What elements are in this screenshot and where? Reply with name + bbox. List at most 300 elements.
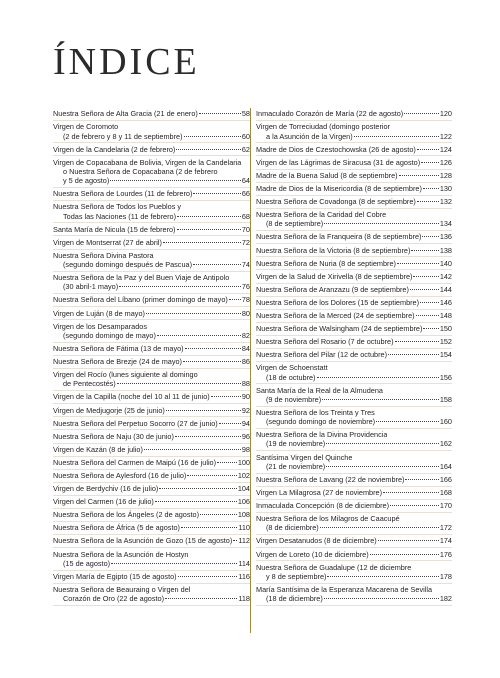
index-entry [53, 201, 250, 223]
entry-title: y 5 de agosto) [63, 176, 110, 186]
entry-line [53, 251, 250, 260]
entry-line [256, 363, 452, 372]
dot-leader [165, 598, 237, 599]
dot-leader [417, 149, 439, 150]
page-number: 158 [439, 394, 452, 404]
entry-title: Virgen de Coromoto [53, 122, 119, 132]
index-entry [256, 336, 452, 349]
entry-title: Virgen de las Lágrimas de Siracusa (31 de agosto) [256, 157, 421, 167]
entry-title: (8 de septiembre) [266, 219, 324, 229]
dot-leader [181, 527, 237, 528]
page-number: 178 [439, 571, 452, 581]
index-entry [53, 430, 250, 443]
entry-line [53, 370, 250, 379]
page-number: 62 [241, 144, 250, 154]
entry-title: Santa María de Nicula (15 de febrero) [53, 224, 176, 234]
page-title: ÍNDICE [53, 41, 200, 83]
entry-title: Nuestra Señora de los Treinta y Tres [256, 407, 375, 417]
entry-line [256, 350, 452, 359]
dot-leader [420, 302, 439, 303]
entry-title: Inmaculada Concepción (8 de diciembre) [256, 501, 390, 511]
index-entry [53, 307, 250, 320]
dot-leader [327, 576, 438, 577]
entry-title: (21 de noviembre) [266, 461, 326, 471]
entry-line [53, 158, 250, 167]
dot-leader [423, 188, 439, 189]
index-entry [256, 362, 452, 384]
page-number: 144 [439, 284, 452, 294]
index-entry [53, 470, 250, 483]
index-entry [53, 320, 250, 342]
entry-title: Virgen del Rocío (lunes siguiente al domingo [53, 370, 198, 380]
index-entry [256, 170, 452, 183]
dot-leader [413, 276, 438, 277]
dot-leader [183, 361, 241, 362]
entry-line [53, 109, 250, 118]
dot-leader [410, 289, 439, 290]
dot-leader [155, 501, 237, 502]
dot-leader [390, 505, 439, 506]
dot-leader [395, 341, 439, 342]
page-number: 128 [439, 170, 452, 180]
index-entry [53, 417, 250, 430]
dot-leader [157, 335, 241, 336]
page-number: 66 [241, 189, 250, 199]
entry-line [256, 453, 452, 462]
entry-title: Nuestra Señora Divina Pastora [53, 250, 154, 260]
dot-leader [388, 354, 439, 355]
entry-title: Nuestra Señora de Lourdes (11 de febrero) [53, 189, 193, 199]
entry-title: o Nuestra Señora de Copacabana (2 de febrero [63, 166, 218, 176]
index-entry [53, 509, 250, 522]
page-number: 124 [439, 144, 452, 154]
entry-line [53, 202, 250, 211]
entry-line [53, 550, 250, 559]
dot-leader [422, 236, 438, 237]
page-number: 168 [439, 487, 452, 497]
dot-leader [423, 328, 438, 329]
entry-title: (15 de agosto) [63, 558, 111, 568]
dot-leader [200, 514, 237, 515]
page-number: 84 [241, 343, 250, 353]
entry-line [256, 408, 452, 417]
dot-leader [178, 576, 238, 577]
page-number: 100 [237, 457, 250, 467]
entry-title: Virgen La Milagrosa (27 de noviembre) [256, 487, 383, 497]
index-entry [256, 284, 452, 297]
entry-line [256, 132, 452, 141]
page-number: 110 [238, 523, 250, 533]
index-entry [53, 444, 250, 457]
entry-title: Nuestra Señora del Rosario (7 de octubre) [256, 337, 394, 347]
page-number: 150 [439, 324, 452, 334]
entry-line [53, 497, 250, 506]
entry-title: Madre de Dios de Czestochowska (26 de agosto) [256, 144, 416, 154]
entry-title: Nuestra Señora del Líbano (primer domingo de mayo) [53, 295, 228, 305]
dot-leader [193, 193, 240, 194]
entry-title: Nuestra Señora de los Milagros de Caacupé [256, 514, 400, 524]
page-number: 94 [241, 418, 250, 428]
entry-line [256, 395, 452, 404]
entry-title: Nuestra Señora de Beauraing o Virgen del [53, 584, 191, 594]
entry-line [256, 536, 452, 545]
dot-leader [354, 136, 439, 137]
page-number: 98 [241, 444, 250, 454]
dot-leader [176, 149, 241, 150]
page-number: 82 [241, 330, 250, 340]
entry-line [53, 331, 250, 340]
entry-title: Nuestra Señora de la Caridad del Cobre [256, 210, 387, 220]
entry-line [53, 132, 250, 141]
dot-leader [421, 162, 439, 163]
index-entry [53, 496, 250, 509]
entry-line [53, 572, 250, 581]
entry-title: Santísima Virgen del Quinche [256, 452, 353, 462]
entry-title: Nuestra Señora de Fátima (13 de mayo) [53, 343, 184, 353]
entry-line [53, 212, 250, 221]
entry-line [256, 594, 452, 603]
entry-title: Virgen del Carmen (16 de julio) [53, 497, 154, 507]
index-entry [256, 548, 452, 561]
entry-title: de Pentecostés) [63, 379, 116, 389]
entry-title: Nuestra Señora de Aylesford (16 de julio) [53, 470, 187, 480]
entry-title: Nuestra Señora del Carmen de Maipú (16 de julio) [53, 457, 217, 467]
entry-line [53, 145, 250, 154]
page-number: 154 [439, 350, 452, 360]
page-number: 90 [241, 392, 250, 402]
index-entry [53, 522, 250, 535]
page-number: 68 [241, 211, 250, 221]
entry-title: Nuestra Señora de la Asunción de Hostyn [53, 549, 189, 559]
entry-title: Virgen de Schoenstatt [256, 363, 328, 373]
dot-leader [166, 410, 241, 411]
dot-leader [404, 113, 439, 114]
entry-title: María Santísima de la Esperanza Macarena de Sevilla [256, 584, 433, 594]
entry-title: Nuestra Señora de Alta Gracia (21 de enero) [53, 109, 198, 119]
entry-title: (18 de diciembre) [266, 594, 323, 604]
entry-title: Virgen de Berdychiv (16 de julio) [53, 484, 159, 494]
dot-leader [175, 436, 241, 437]
dot-leader [376, 421, 439, 422]
index-entry [256, 384, 452, 406]
page-number: 166 [439, 474, 452, 484]
page-number: 134 [439, 219, 452, 229]
entry-title: Virgen de Torreciudad (domingo posterior [256, 122, 390, 132]
entry-title: (2 de febrero y 8 y 11 de septiembre) [63, 131, 183, 141]
index-entry [53, 272, 250, 294]
dot-leader [110, 180, 241, 181]
entry-title: Nuestra Señora de la Divina Providencia [256, 430, 388, 440]
entry-line [256, 523, 452, 532]
index-entry [53, 250, 250, 272]
dot-leader [229, 299, 241, 300]
index-entry [53, 294, 250, 307]
entry-title: Nuestra Señora del Perpetuo Socorro (27 de junio) [53, 418, 218, 428]
index-entry [53, 369, 250, 391]
entry-line [256, 514, 452, 523]
index-entry [256, 535, 452, 548]
entry-title: Virgen de Loreto (10 de diciembre) [256, 549, 369, 559]
index-entry [256, 451, 452, 473]
entry-title: Santa María de la Real de la Almudena [256, 385, 383, 395]
dot-leader [324, 223, 439, 224]
entry-line [53, 176, 250, 185]
entry-title: Nuestra Señora de Todos los Pueblos y [53, 202, 182, 212]
entry-line [53, 445, 250, 454]
page-number: 80 [241, 308, 250, 318]
page-number: 64 [241, 176, 250, 186]
dot-leader [326, 443, 439, 444]
entry-line [256, 219, 452, 228]
entry-line [256, 232, 452, 241]
entry-line [53, 344, 250, 353]
entry-line [256, 298, 452, 307]
index-column-right [256, 108, 452, 606]
entry-line [256, 272, 452, 281]
page-number: 86 [241, 357, 250, 367]
entry-title: Virgen de Medjugorje (25 de junio) [53, 405, 165, 415]
entry-line [53, 471, 250, 480]
entry-title: Nuestra Señora de Walsingham (24 de septiembre) [256, 324, 423, 334]
index-entry [53, 143, 250, 156]
index-entry [53, 121, 250, 143]
index-entry [53, 535, 250, 548]
entry-line [256, 563, 452, 572]
page-number: 126 [439, 157, 452, 167]
entry-title: Corazón de Oro (22 de agosto) [63, 594, 164, 604]
entry-title: Virgen de la Salud de Xirivella (8 de septiembre) [256, 271, 413, 281]
entry-title: Nuestra Señora de Covadonga (8 de septiembre) [256, 197, 416, 207]
entry-title: Nuestra Señora de los Dolores (15 de septiembre) [256, 297, 420, 307]
page-number: 156 [439, 372, 452, 382]
entry-line [256, 197, 452, 206]
entry-title: Nuestra Señora de Lavang (22 de noviembre) [256, 474, 405, 484]
entry-title: Virgen María de Egipto (15 de agosto) [53, 571, 177, 581]
dot-leader [317, 377, 439, 378]
entry-line [256, 585, 452, 594]
dot-leader [187, 475, 236, 476]
entry-line [53, 282, 250, 291]
index-entry [53, 571, 250, 584]
page-number: 136 [439, 232, 452, 242]
entry-line [53, 458, 250, 467]
page-number: 162 [439, 439, 452, 449]
entry-line [53, 406, 250, 415]
index-entry [256, 323, 452, 336]
entry-line [256, 373, 452, 382]
entry-title: Madre de la Buena Salud (8 de septiembre) [256, 170, 398, 180]
entry-line [256, 109, 452, 118]
entry-title: Virgen de la Candelaria (2 de febrero) [53, 144, 176, 154]
index-entry [256, 297, 452, 310]
entry-line [53, 392, 250, 401]
entry-line [53, 536, 250, 545]
entry-line [256, 311, 452, 320]
entry-line [256, 337, 452, 346]
entry-title: Virgen de Copacabana de Bolivia, Virgen de la Candelaria [53, 157, 242, 167]
entry-line [53, 225, 250, 234]
entry-line [256, 386, 452, 395]
index-entry [53, 108, 250, 121]
index-column-left [53, 108, 250, 606]
entry-title: (segundo domingo de mayo) [63, 330, 156, 340]
page-number: 148 [439, 311, 452, 321]
index-entry [256, 407, 452, 429]
dot-leader [411, 250, 438, 251]
entry-line [53, 510, 250, 519]
index-entry [256, 108, 452, 121]
index-entry [53, 236, 250, 249]
entry-line [53, 559, 250, 568]
entry-line [53, 122, 250, 131]
entry-title: Virgen de los Desamparados [53, 321, 147, 331]
entry-line [53, 295, 250, 304]
dot-leader [146, 313, 241, 314]
entry-line [256, 184, 452, 193]
page-number: 146 [439, 297, 452, 307]
index-entry [53, 483, 250, 496]
page-number: 120 [439, 109, 452, 119]
entry-title: Nuestra Señora de los Ángeles (2 de agosto) [53, 510, 200, 520]
entry-title: Virgen de Luján (8 de mayo) [53, 308, 145, 318]
index-entry [53, 356, 250, 369]
entry-line [256, 572, 452, 581]
entry-title: Nuestra Señora de la Victoria (8 de septiembre) [256, 245, 411, 255]
entry-line [53, 379, 250, 388]
dot-leader [119, 286, 241, 287]
entry-title: (19 de noviembre) [266, 439, 326, 449]
entry-title: Nuestra Señora de Aranzazu (9 de septiembre) [256, 284, 409, 294]
dot-leader [397, 263, 439, 264]
dot-leader [211, 396, 241, 397]
dot-leader [399, 175, 439, 176]
dot-leader [383, 492, 439, 493]
entry-line [53, 484, 250, 493]
page-number: 170 [439, 501, 452, 511]
index-entry [53, 548, 250, 570]
page-number: 88 [241, 379, 250, 389]
entry-title: Virgen Desatanudos (8 de diciembre) [256, 536, 377, 546]
entry-line [256, 122, 452, 131]
index-entry [256, 209, 452, 231]
dot-leader [378, 540, 439, 541]
entry-title: Nuestra Señora de Nuria (8 de septiembre) [256, 258, 396, 268]
column-divider [250, 108, 251, 633]
entry-title: (segundo domingo después de Pascua) [63, 260, 192, 270]
index-entry [256, 231, 452, 244]
page-number: 164 [439, 461, 452, 471]
page-number: 60 [241, 131, 250, 141]
index-entry [53, 156, 250, 188]
entry-title: (30 abril-1 mayo) [63, 282, 119, 292]
page-number: 112 [238, 536, 250, 546]
index-entry [256, 196, 452, 209]
index-entry [256, 143, 452, 156]
entry-line [256, 210, 452, 219]
page-number: 130 [439, 183, 452, 193]
page-number: 70 [241, 224, 250, 234]
index-entry [256, 429, 452, 451]
entry-title: Nuestra Señora de la Asunción de Gozo (15 de agosto) [53, 536, 233, 546]
entry-line [256, 501, 452, 510]
index-entry [256, 257, 452, 270]
entry-title: (9 de noviembre) [266, 394, 322, 404]
entry-line [256, 488, 452, 497]
entry-title: (8 de diciembre) [266, 523, 319, 533]
dot-leader [117, 383, 241, 384]
index-entry [53, 457, 250, 470]
dot-leader [185, 348, 241, 349]
entry-title: Todas las Naciones (11 de febrero) [63, 211, 177, 221]
entry-line [53, 273, 250, 282]
entry-title: Nuestra Señora de la Paz y del Buen Viaje de Antipolo [53, 273, 230, 283]
dot-leader [324, 598, 439, 599]
dot-leader [417, 201, 439, 202]
entry-line [53, 322, 250, 331]
dot-leader [405, 479, 438, 480]
entry-title: Madre de Dios de la Misericordia (8 de septiembre) [256, 183, 422, 193]
entry-line [53, 585, 250, 594]
page-number: 102 [237, 470, 250, 480]
dot-leader [184, 136, 241, 137]
index-entry [256, 584, 452, 606]
index-entry [256, 121, 452, 143]
index-entry [256, 244, 452, 257]
entry-title: Nuestra Señora de Guadalupe (12 de diciembre [256, 562, 412, 572]
entry-title: (18 de octubre) [266, 372, 316, 382]
page-number: 182 [439, 594, 452, 604]
index-entry [256, 349, 452, 362]
dot-leader [177, 216, 241, 217]
index-entry [53, 584, 250, 606]
page-number: 116 [238, 571, 250, 581]
index-entry [256, 500, 452, 513]
page-number: 114 [238, 558, 250, 568]
page-number: 96 [241, 431, 250, 441]
entry-title: Inmaculado Corazón de María (22 de agosto) [256, 109, 404, 119]
dot-leader [177, 229, 241, 230]
entry-title: y 8 de septiembre) [266, 571, 327, 581]
dot-leader [219, 423, 241, 424]
index-entry [53, 343, 250, 356]
page-number: 106 [237, 497, 250, 507]
entry-line [256, 550, 452, 559]
entry-line [53, 523, 250, 532]
page-number: 58 [241, 109, 250, 119]
entry-line [256, 171, 452, 180]
dot-leader [163, 242, 241, 243]
dot-leader [144, 449, 241, 450]
entry-title: Nuestra Señora de África (5 de agosto) [53, 523, 180, 533]
index-entry [53, 391, 250, 404]
dot-leader [322, 399, 439, 400]
page-number: 152 [439, 337, 452, 347]
index-entry [256, 474, 452, 487]
entry-line [256, 259, 452, 268]
page-number: 132 [439, 197, 452, 207]
page-number: 92 [241, 405, 250, 415]
entry-line [53, 189, 250, 198]
entry-line [256, 145, 452, 154]
index-entry [256, 183, 452, 196]
index-entry [256, 513, 452, 535]
entry-title: Virgen de Kazán (8 de julio) [53, 444, 143, 454]
page-number: 140 [439, 258, 452, 268]
entry-title: Nuestra Señora de la Franqueira (8 de septiembre) [256, 232, 422, 242]
entry-line [256, 246, 452, 255]
page-number: 138 [439, 245, 452, 255]
dot-leader [416, 315, 439, 316]
